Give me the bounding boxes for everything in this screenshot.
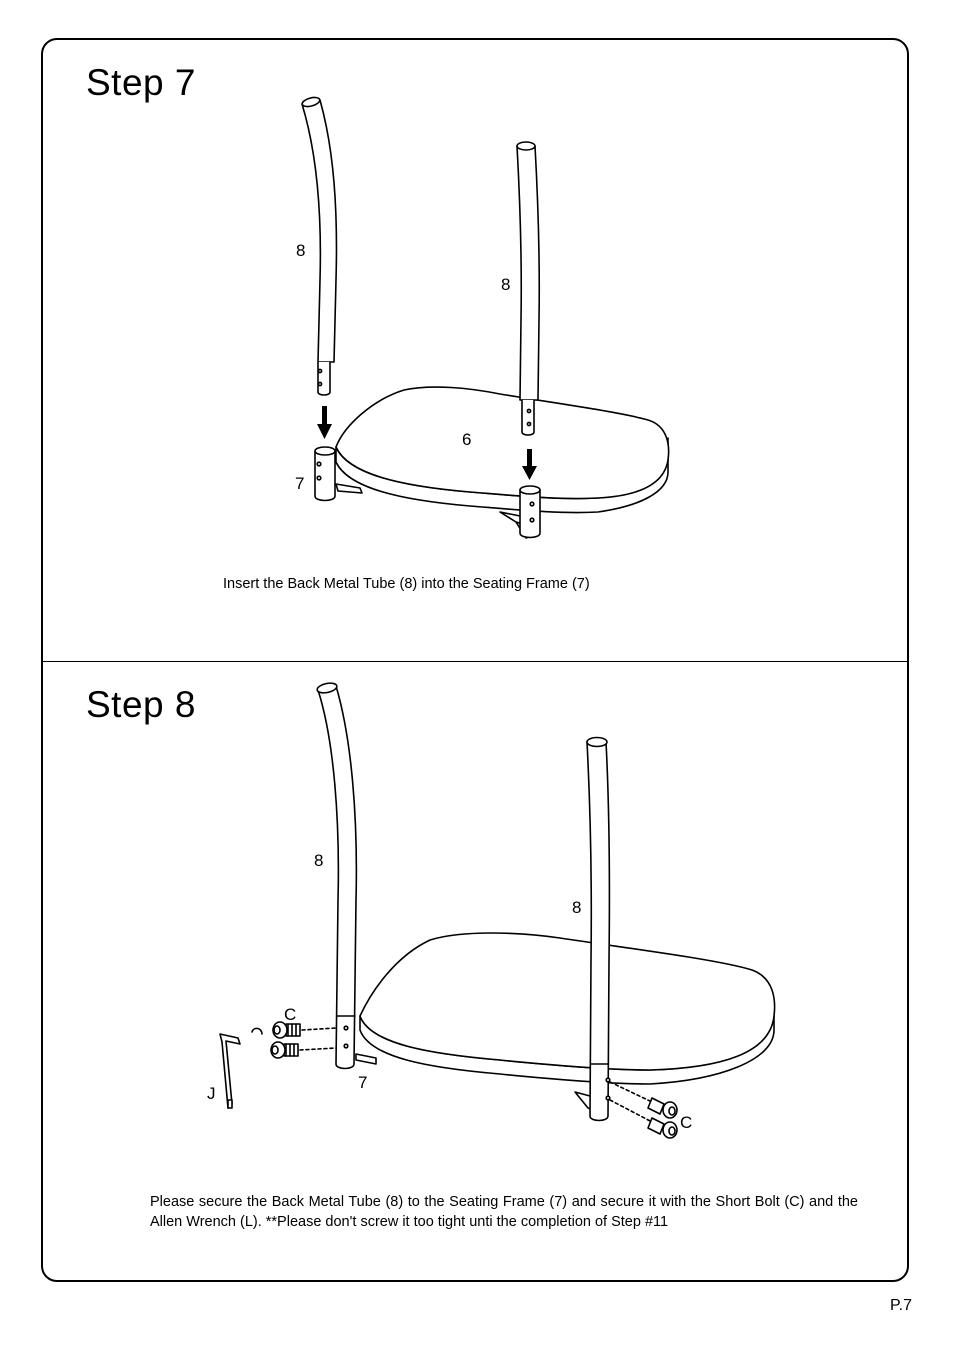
label-seat-6: 6 [462, 430, 472, 449]
short-bolt-c-right-upper [610, 1082, 677, 1118]
step-7-instruction: Insert the Back Metal Tube (8) into the Seating Frame (7) [223, 576, 590, 592]
step-7-illustration [301, 96, 668, 538]
label-frame-7: 7 [295, 474, 305, 493]
back-tube-right-8 [587, 738, 610, 1121]
label-tube-8-left-step8: 8 [314, 851, 324, 870]
frame-post-left [315, 447, 335, 501]
insert-arrow-left [317, 406, 332, 439]
seat-cushion-6 [336, 387, 669, 513]
page-number: P.7 [890, 1297, 912, 1314]
label-tube-8-left: 8 [296, 241, 306, 260]
back-tube-left-8 [316, 682, 356, 1069]
label-frame-7-step8: 7 [358, 1073, 368, 1092]
label-bolt-c-left: C [284, 1005, 297, 1024]
label-tube-8-right-step8: 8 [572, 898, 582, 917]
label-wrench-j: J [207, 1084, 216, 1103]
allen-wrench-j [220, 1028, 262, 1108]
back-tube-left [301, 96, 336, 395]
frame-post-right [520, 486, 540, 538]
short-bolt-c-left-lower [271, 1042, 336, 1058]
step-8-illustration [220, 682, 775, 1138]
seat-cushion-8 [360, 933, 775, 1084]
step-8-title: Step 8 [86, 684, 196, 725]
step-8-instruction: Please secure the Back Metal Tube (8) to the Seating Frame (7) and secure it with the Short Bolt (C) and the Allen Wrench (L). **Please don't screw it too tight unti the completion of Step #11 [150, 1194, 858, 1230]
label-bolt-c-right: C [680, 1113, 693, 1132]
short-bolt-c-left-upper [273, 1022, 336, 1038]
step-7-title: Step 7 [86, 62, 196, 103]
label-tube-8-right: 8 [501, 275, 511, 294]
back-tube-right [517, 142, 539, 435]
